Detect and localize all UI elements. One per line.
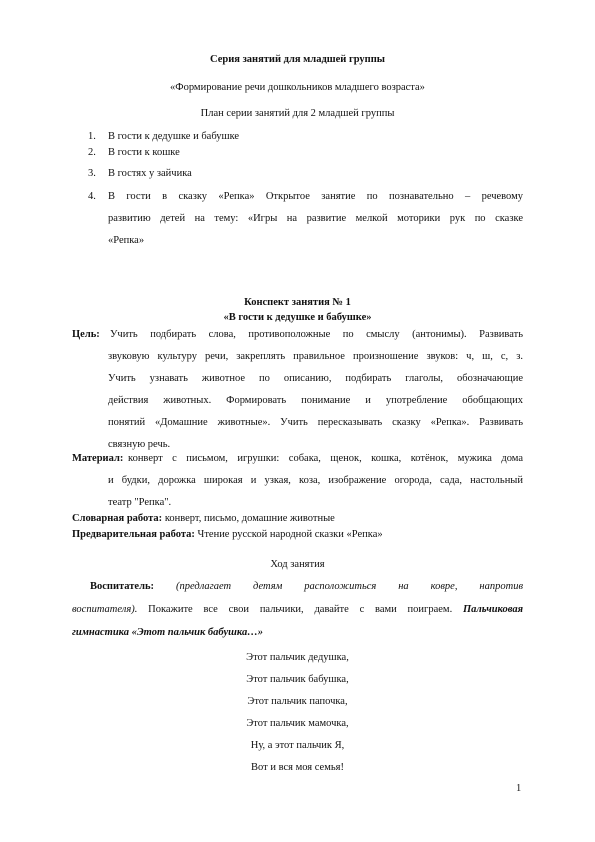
stage-direction: (предлагает детям расположиться на ковре, напротив [176,581,524,592]
vocab-line [72,512,335,525]
exercise-name: Пальчиковая [463,604,524,615]
poem-line: Этот пальчик мамочка, [246,718,349,729]
material-line: театр "Репка". [108,497,172,508]
list-item-number: 1. [88,131,96,142]
goal-line: Учить подбирать слова, противоположные по смыслу (антонимы). Развивать [110,329,523,340]
lesson-line [90,580,523,593]
list-item: В гостях у зайчика [108,168,192,179]
series-title: Серия занятий для младшей группы [210,54,385,65]
goal-label: Цель: [72,329,100,340]
poem-line: Этот пальчик папочка, [247,696,348,707]
poem-line: Этот пальчик дедушка, [246,652,349,663]
material-label: Материал: [72,453,124,464]
exercise-name: гимнастика «Этот пальчик бабушка…» [72,627,263,638]
konspekt-subtitle: «В гости к дедушке и бабушке» [223,312,372,323]
list-item-number: 4. [88,191,96,202]
material-line: конверт с письмом, игрушки: собака, щенок, кошка, котёнок, мужика дома [128,453,523,464]
list-item-number: 2. [88,147,96,158]
list-item: В гости к дедушке и бабушке [108,131,240,142]
prelim-line [72,528,383,541]
poem-line: Вот и вся моя семья! [251,762,344,773]
speaker-label: Воспитатель: [90,581,155,592]
lesson-title: Ход занятия [270,559,325,570]
goal-line: связную речь. [108,439,171,450]
page-number: 1 [516,783,522,794]
lesson-text: Покажите все свои пальчики, давайте с вами поиграем. [137,604,453,615]
list-item: В гости к кошке [108,147,180,158]
list-item-line: В гости в сказку «Репка» Открытое занятие по познавательно – речевому [108,191,523,202]
list-item-line: развитию детей на тему: «Игры на развитие мелкой моторики рук по сказке [108,213,523,224]
goal-line: понятий «Домашние животные». Учить пересказывать сказку «Репка». Развивать [108,417,523,428]
konspekt-title: Конспект занятия № 1 [244,297,351,308]
material-line: и будки, дорожка широкая и узкая, коза, изображение огорода, сада, настольный [108,475,523,486]
goal-line: действия животных. Формировать понимание и употребление обобщающих [108,395,523,406]
goal-line: Учить узнавать животное по описанию, подбирать глаголы, обозначающие [108,373,523,384]
poem-line: Ну, а этот пальчик Я, [250,740,345,751]
vocab-text: конверт, письмо, домашние животные [162,513,335,524]
vocab-label: Словарная работа: [72,513,163,524]
poem-line: Этот пальчик бабушка, [246,674,349,685]
list-item-line: «Репка» [108,235,145,246]
lesson-line [72,603,523,616]
stage-direction-end: воспитателя). [72,604,138,615]
prelim-label: Предварительная работа: [72,529,195,540]
prelim-text: Чтение русской народной сказки «Репка» [194,529,383,540]
quote-title: «Формирование речи дошкольников младшего возраста» [170,82,425,93]
list-item-number: 3. [88,168,96,179]
goal-line: звуковую культуру речи, закреплять правильное произношение звуков: ч, ш, с, з. [108,351,523,362]
plan-title: План серии занятий для 2 младшей группы [200,108,395,119]
